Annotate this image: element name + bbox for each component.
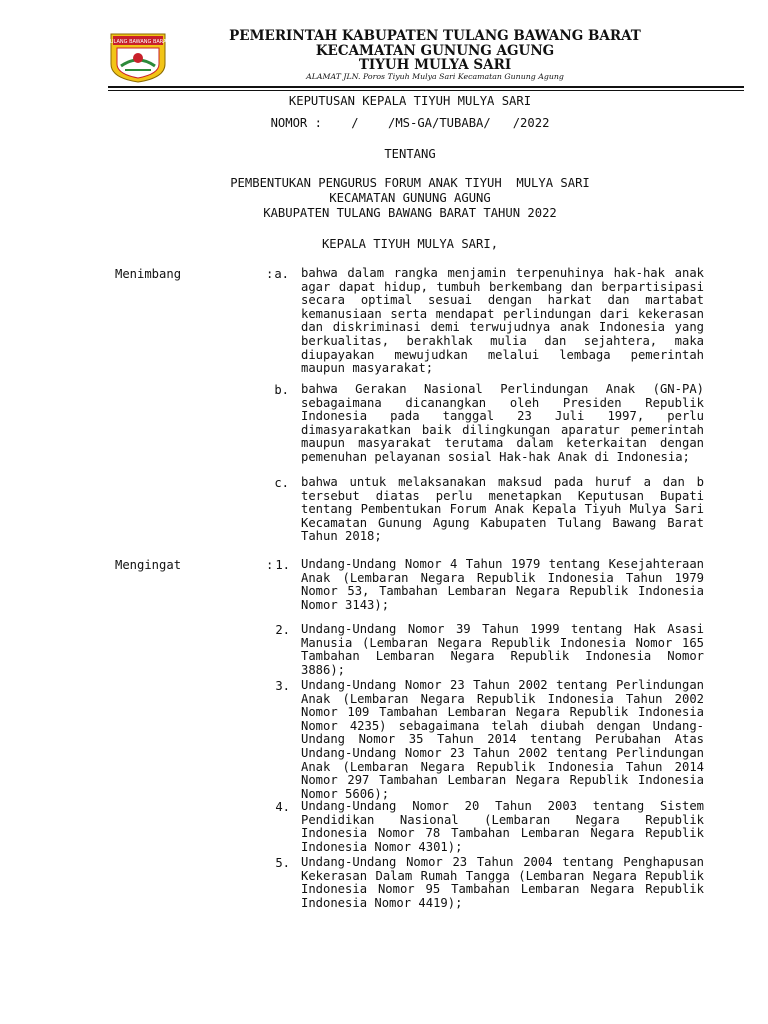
mengingat-item-4: Undang-Undang Nomor 20 Tahun 2003 tentang Sistem Pendidikan Nasional (Lembaran Negara Republik Indonesia Nomor 78 Tambahan Lembaran Negara Republik Indonesia Nomor 4301);: [301, 799, 704, 854]
mengingat-marker-1: 1.: [275, 558, 290, 572]
decree-number: NOMOR : / /MS-GA/TUBABA/ /2022: [270, 116, 550, 130]
mengingat-item-1: Undang-Undang Nomor 4 Tahun 1979 tentang Kesejahteraan Anak (Lembaran Negara Republik Indonesia Tahun 1979 Nomor 53, Tambahan Lembaran Negara Republik Indonesia Nomor 3143);: [301, 557, 704, 612]
subject-line-3: KABUPATEN TULANG BAWANG BARAT TAHUN 2022: [263, 206, 557, 220]
signatory-heading: KEPALA TIYUH MULYA SARI,: [321, 237, 499, 251]
menimbang-marker-a: a.: [274, 267, 289, 281]
logo-banner-text: TULANG BAWANG BARAT: [107, 39, 169, 45]
header-village: TIYUH MULYA SARI: [358, 57, 512, 73]
menimbang-item-c: bahwa untuk melaksanakan maksud pada huruf a dan b tersebut diatas perlu menetapkan Keputusan Bupati tentang Pembentukan Forum Anak Kepala Tiyuh Mulya Sari Kecamatan Gunung Agung Kabupaten Tulang Bawang Barat Tahun 2018;: [301, 475, 704, 544]
header-divider-thin: [108, 90, 744, 91]
mengingat-item-2: Undang-Undang Nomor 39 Tahun 1999 tentang Hak Asasi Manusia (Lembaran Negara Republik Indonesia Nomor 165 Tambahan Lembaran Negara Republik Indonesia Nomor 3886);: [301, 622, 704, 677]
header-divider-thick: [108, 86, 744, 88]
mengingat-marker-5: 5.: [275, 856, 290, 870]
menimbang-marker-b: b.: [274, 383, 289, 397]
mengingat-marker-2: 2.: [275, 623, 290, 637]
header-government: PEMERINTAH KABUPATEN TULANG BAWANG BARAT: [229, 28, 641, 44]
regency-emblem-logo: [107, 30, 169, 84]
mengingat-label: Mengingat: [115, 558, 182, 572]
menimbang-marker-c: c.: [274, 476, 289, 490]
mengingat-marker-3: 3.: [275, 679, 290, 693]
decree-title: KEPUTUSAN KEPALA TIYUH MULYA SARI: [288, 94, 532, 108]
mengingat-colon: :: [266, 558, 274, 572]
about-heading: TENTANG: [384, 147, 436, 161]
mengingat-item-3: Undang-Undang Nomor 23 Tahun 2002 tentang Perlindungan Anak (Lembaran Negara Republik Indonesia Tahun 2002 Nomor 109 Tambahan Lembaran Negara Republik Indonesia Nomor 4235) sebagaimana telah diubah dengan Undang-Undang Nomor 35 Tahun 2014 tentang Perubahan Atas Undang-Undang Nomor 23 Tahun 2002 tentang Perlindungan Anak (Lembaran Negara Republik Indonesia Tahun 2014 Nomor 297 Tambahan Lembaran Negara Republik Indonesia Nomor 5606);: [301, 678, 704, 801]
menimbang-item-b: bahwa Gerakan Nasional Perlindungan Anak (GN-PA) sebagaimana dicanangkan oleh Presiden Republik Indonesia pada tanggal 23 Juli 1997, perlu dimasyarakatkan baik dilingkungan aparatur pemerintah maupun masyarakat terutama dalam keterkaitan dengan pemenuhan pelayanan sosial Hak-hak Anak di Indonesia;: [301, 382, 704, 464]
subject-line-1: PEMBENTUKAN PENGURUS FORUM ANAK TIYUH MULYA SARI: [230, 176, 590, 190]
header-address: ALAMAT JLN. Poros Tiyuh Mulya Sari Kecamatan Gunung Agung: [306, 72, 564, 81]
subject-line-2: KECAMATAN GUNUNG AGUNG: [329, 191, 491, 205]
menimbang-colon: :: [266, 267, 274, 281]
menimbang-label: Menimbang: [115, 267, 182, 281]
mengingat-item-5: Undang-Undang Nomor 23 Tahun 2004 tentang Penghapusan Kekerasan Dalam Rumah Tangga (Lembaran Negara Republik Indonesia Nomor 95 Tambahan Lembaran Negara Republik Indonesia Nomor 4419);: [301, 855, 704, 910]
menimbang-item-a: bahwa dalam rangka menjamin terpenuhinya hak-hak anak agar dapat hidup, tumbuh berkembang dan berpartisipasi secara optimal sesuai dengan harkat dan martabat kemanusiaan serta mendapat perlindungan dari kekerasan dan diskriminasi demi terwujudnya anak Indonesia yang berkualitas, berakhlak mulia dan sejahtera, maka diupayakan mewujudkan melalui lembaga pemerintah maupun masyarakat;: [301, 266, 704, 376]
header-district: KECAMATAN GUNUNG AGUNG: [315, 43, 555, 59]
mengingat-marker-4: 4.: [275, 800, 290, 814]
